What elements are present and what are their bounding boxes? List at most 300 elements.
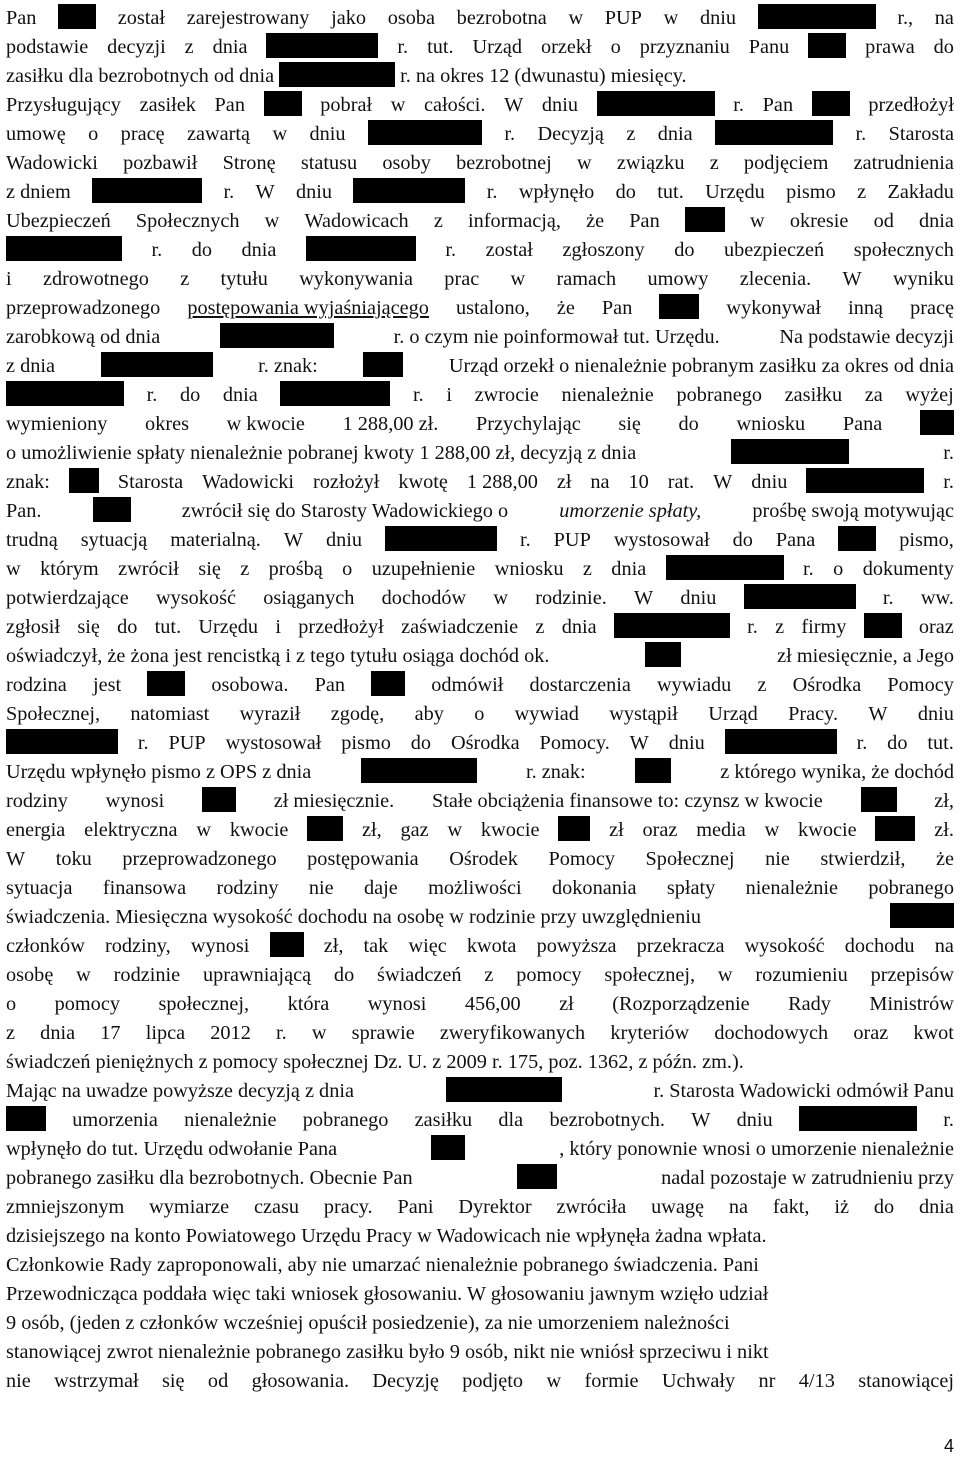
word: umowę — [6, 123, 66, 145]
word: w — [493, 587, 509, 609]
word: wystąpił — [609, 703, 678, 725]
word: Ośrodek — [449, 848, 518, 870]
word: (Rozporządzenie — [612, 993, 750, 1015]
word: wystosował — [225, 732, 322, 754]
word: że — [556, 297, 575, 319]
word: Pomocy. — [539, 732, 610, 754]
word: na — [728, 1196, 749, 1218]
word: gaz — [400, 819, 429, 841]
word: nienależnie — [184, 1109, 277, 1131]
word: dochodu — [844, 935, 915, 957]
word: o — [610, 36, 621, 58]
word: pomocy — [54, 993, 120, 1015]
word: ustalono, — [456, 297, 530, 319]
text-line — [6, 178, 954, 207]
word: zwrócił — [118, 558, 179, 580]
word: r. — [519, 529, 531, 551]
word: do — [615, 181, 636, 203]
text-line — [6, 468, 954, 497]
word: , który ponownie wnosi o umorzenie nienależnie — [559, 1138, 954, 1160]
word: zwrócił się do Starosty Wadowickiego o — [181, 500, 509, 522]
word: zł — [559, 993, 574, 1015]
word: r. — [882, 587, 894, 609]
text-line — [6, 642, 954, 671]
word: i — [446, 384, 453, 406]
word: w — [76, 964, 91, 986]
word: 1 288,00 zł. — [342, 413, 439, 435]
redaction-block — [58, 4, 96, 29]
word: z — [240, 558, 250, 580]
word: dochodów — [381, 587, 467, 609]
word: r. — [803, 558, 814, 580]
redaction-block — [264, 91, 302, 116]
word: osiąganych — [263, 587, 355, 609]
text-line — [6, 1135, 954, 1164]
word: o umożliwienie spłaty nienależnie pobranej kwoty 1 288,00 zł, decyzją z dnia — [6, 442, 637, 464]
word: zarejestrowany — [186, 7, 310, 29]
word: W — [6, 848, 26, 870]
word: w — [764, 819, 780, 841]
word: do — [933, 36, 954, 58]
redaction-block — [385, 526, 497, 551]
word: rodziny — [216, 877, 279, 899]
word: z — [484, 964, 494, 986]
word: jest — [92, 674, 122, 696]
word: z — [775, 616, 785, 638]
word: do — [333, 964, 355, 986]
word: wniosku — [494, 558, 564, 580]
word: z dniem — [6, 181, 71, 203]
word: W — [868, 703, 888, 725]
word: dnia — [40, 1022, 76, 1044]
word: społecznej, — [604, 964, 696, 986]
word: rozłożył — [312, 471, 380, 493]
word: Urząd orzekł o nienależnie pobranym zasiłku za okres od dnia — [448, 355, 954, 377]
word: znak: — [6, 471, 50, 493]
text-line — [6, 1338, 954, 1367]
word: w — [750, 210, 765, 232]
word: możliwości — [428, 877, 522, 899]
text-line — [6, 1019, 954, 1048]
text-line — [6, 265, 954, 294]
word: z — [433, 210, 443, 232]
word: Stronę — [222, 152, 276, 174]
word: głosowania. — [251, 1370, 350, 1392]
word: Ministrów — [869, 993, 954, 1015]
word: Pan — [6, 7, 37, 29]
word: o — [342, 558, 353, 580]
word: Urzędu — [198, 616, 259, 638]
word: wykonywania — [299, 268, 413, 290]
word: Społecznej — [645, 848, 735, 870]
word: okresie — [789, 210, 849, 232]
word: świadczeń pieniężnych z pomocy społecznej Dz. U. z 2009 r. 175, poz. 1362, z późn. zm.). — [6, 1051, 744, 1073]
word: Urzędu wpłynęło pismo z OPS z dnia — [6, 761, 312, 783]
text-line — [6, 758, 954, 787]
word: zawartą — [186, 123, 251, 145]
redaction-block — [758, 4, 876, 29]
word: firmy — [801, 616, 847, 638]
word: więc — [408, 935, 447, 957]
word: Starosta — [888, 123, 954, 145]
redaction-block — [731, 439, 849, 464]
word: przepisów — [870, 964, 954, 986]
word: tut. — [154, 616, 182, 638]
word: r. znak: — [525, 761, 586, 783]
redaction-block — [266, 33, 378, 58]
word: r. — [943, 442, 954, 464]
word: do — [732, 529, 753, 551]
redaction-block — [220, 323, 334, 348]
word: zgłosił — [6, 616, 61, 638]
word: wykonywał — [726, 297, 822, 319]
word: W — [255, 181, 275, 203]
word: wpłynęło — [518, 181, 595, 203]
word: że — [935, 848, 954, 870]
word: dokonania — [552, 877, 637, 899]
word: zatrudnienia — [853, 152, 954, 174]
word: W — [504, 94, 524, 116]
word: kwocie — [798, 819, 857, 841]
redaction-block — [69, 468, 99, 493]
word: Pan — [314, 674, 346, 696]
word: r. — [275, 1022, 287, 1044]
word: przyznaniu — [639, 36, 730, 58]
word: oświadczył, że żona jest rencistką i z tego tytułu osiąga dochód ok. — [6, 645, 550, 667]
word: pracę — [910, 297, 954, 319]
word: z — [535, 616, 545, 638]
redaction-block — [558, 816, 590, 841]
word: osobę — [6, 964, 54, 986]
word: Przysługujący — [6, 94, 121, 116]
text-line — [6, 149, 954, 178]
word: wywiadu — [656, 674, 732, 696]
redaction-block — [270, 932, 304, 957]
word: osoba — [387, 7, 436, 29]
text-line — [6, 381, 954, 410]
word: w — [510, 268, 526, 290]
word: prośbę swoją motywując — [752, 500, 954, 522]
word: z którego wynika, że dochód — [720, 761, 954, 783]
word: wystosował — [613, 529, 710, 551]
redaction-block — [838, 526, 876, 551]
word: Pan — [601, 297, 633, 319]
word: zasiłku dla bezrobotnych od dnia — [6, 65, 275, 87]
word: pobranego zasiłku dla bezrobotnych. Obecnie Pan — [6, 1167, 413, 1189]
word: Pana — [842, 413, 883, 435]
word: Pana — [775, 529, 816, 551]
redaction-block — [645, 642, 681, 667]
word: z — [6, 1022, 16, 1044]
text-line — [6, 1193, 954, 1222]
word: Urząd — [472, 36, 523, 58]
word: r. — [151, 239, 163, 261]
word: nie — [308, 877, 334, 899]
redaction-block — [93, 497, 131, 522]
word: kwocie — [229, 819, 289, 841]
word: sytuacja — [6, 877, 73, 899]
word: iż — [834, 1196, 849, 1218]
redaction-block — [446, 1077, 562, 1102]
word: sytuacją — [80, 529, 148, 551]
word: rodzinie. — [535, 587, 607, 609]
word: energia — [6, 819, 66, 841]
text-line — [6, 1222, 954, 1251]
word: odmówił — [431, 674, 504, 696]
text-line — [6, 961, 954, 990]
word: r. — [223, 181, 235, 203]
word: bezrobotnej — [456, 152, 552, 174]
text-line — [6, 207, 954, 236]
text-line — [6, 294, 954, 323]
redaction-block — [920, 410, 954, 435]
word: prawa — [865, 36, 915, 58]
word: rodziny — [6, 790, 68, 812]
word: orzekł — [540, 36, 592, 58]
word: 2012 — [210, 1022, 251, 1044]
word: 10 — [628, 471, 649, 493]
text-line — [6, 990, 954, 1019]
word: bezrobotna — [456, 7, 547, 29]
redaction-block — [101, 352, 213, 377]
redaction-block — [361, 758, 477, 783]
word: w — [272, 123, 288, 145]
word: Starosta — [117, 471, 184, 493]
word: Ubezpieczeń — [6, 210, 111, 232]
word: dniu — [736, 1109, 773, 1131]
word: kwotę — [398, 471, 448, 493]
word: w — [717, 964, 733, 986]
word: umorzenia — [72, 1109, 158, 1131]
word: toku — [55, 848, 92, 870]
word: do — [191, 239, 212, 261]
redaction-block — [92, 178, 202, 203]
word: spłaty — [666, 877, 716, 899]
word: finansowa — [102, 877, 187, 899]
word: kwocie — [480, 819, 540, 841]
word: się — [162, 1370, 185, 1392]
word: Uchwały — [661, 1370, 736, 1392]
redaction-block — [147, 671, 185, 696]
word: nienależnie — [745, 877, 838, 899]
text-line — [6, 903, 954, 932]
word: zasiłek — [139, 94, 196, 116]
word: że — [586, 210, 605, 232]
word: pobrał — [320, 94, 373, 116]
word: zarobkową od dnia — [6, 326, 161, 348]
word: się — [198, 558, 221, 580]
word: dniu — [325, 529, 363, 551]
word: r., — [897, 7, 914, 29]
word: zł, — [323, 935, 344, 957]
word: w kwocie — [226, 413, 305, 435]
redaction-block — [861, 787, 897, 812]
word: nie — [6, 1370, 31, 1392]
word: Urzędu — [705, 181, 765, 203]
word: zgłoszony — [562, 239, 645, 261]
word: wyżej — [905, 384, 954, 406]
word: Pan — [629, 210, 660, 232]
word: oraz — [642, 819, 678, 841]
word: Mając na uwadze powyższe decyzją z dnia — [6, 1080, 354, 1102]
word: W — [691, 1109, 711, 1131]
word: i — [275, 616, 281, 638]
word: na — [590, 471, 610, 493]
word: elektryczna — [84, 819, 178, 841]
word: na — [934, 7, 954, 29]
word: PUP — [553, 529, 591, 551]
word: do — [117, 616, 138, 638]
word: przeprowadzonego — [6, 297, 161, 319]
word: prac — [444, 268, 480, 290]
text-line — [6, 671, 954, 700]
text-line — [6, 613, 954, 642]
word: dnia — [222, 384, 258, 406]
word: r. — [733, 94, 744, 116]
word: związku — [616, 152, 685, 174]
text-line — [6, 1164, 954, 1193]
word: czasu — [253, 1196, 299, 1218]
word: statusu — [300, 152, 358, 174]
text-line — [6, 1280, 954, 1309]
word: r. — [397, 36, 409, 58]
word: Wadowicki — [202, 471, 294, 493]
word: z — [180, 268, 190, 290]
word: wysokość — [744, 935, 825, 957]
word: uwagę — [651, 1196, 705, 1218]
word: którym — [40, 558, 99, 580]
text-line — [6, 1048, 954, 1077]
word: Społecznej, — [6, 703, 101, 725]
word: dokumenty — [862, 558, 954, 580]
word: o — [88, 123, 99, 145]
word: przeprowadzonego — [122, 848, 277, 870]
redaction-block — [614, 613, 730, 638]
word: kwot — [913, 1022, 954, 1044]
word: do — [179, 384, 201, 406]
word: 17 — [100, 1022, 121, 1044]
word: pismo — [341, 732, 391, 754]
word: stanowiącej zwrot nienależnie pobranego zasiłku było 9 osób, nikt nie wniósł sprzeciwu i nikt — [6, 1341, 769, 1363]
word: uprawniającą — [202, 964, 312, 986]
word: w — [663, 7, 679, 29]
word: okres — [145, 413, 189, 435]
text-line — [6, 816, 954, 845]
word: społecznej, — [158, 993, 250, 1015]
text-line — [6, 584, 954, 613]
text-line — [6, 1367, 954, 1396]
word: dniu — [680, 587, 717, 609]
word: 4/13 — [798, 1370, 835, 1392]
redaction-block — [363, 352, 403, 377]
word: z dnia — [6, 355, 55, 377]
word: postępowania — [307, 848, 419, 870]
word: W — [629, 732, 649, 754]
redaction-block — [353, 178, 465, 203]
word: pozbawił — [123, 152, 198, 174]
word: Przewodnicząca poddała więc taki wniosek głosowaniu. W głosowaniu jawnym wzięło udział — [6, 1283, 769, 1305]
redaction-block — [806, 468, 924, 493]
word: za — [864, 384, 883, 406]
redaction-block — [635, 758, 671, 783]
text-line — [6, 1251, 954, 1280]
redaction-block — [875, 816, 915, 841]
word: do — [873, 1196, 895, 1218]
word: przedłożył — [298, 616, 384, 638]
word: tut. — [927, 732, 954, 754]
text-line — [6, 4, 954, 33]
word: inną — [848, 297, 884, 319]
word: Ośrodka — [792, 674, 862, 696]
word: 456,00 — [464, 993, 521, 1015]
redaction-block — [799, 1106, 917, 1131]
redaction-block — [597, 91, 715, 116]
word: dochodowych — [714, 1022, 829, 1044]
word: r. o czym nie poinformował tut. Urzędu. — [393, 326, 720, 348]
word: prośbą — [268, 558, 323, 580]
word: świadczenia. Miesięczna wysokość dochodu na osobę w rodzinie przy uwzględnieniu — [6, 906, 701, 928]
word: wymiarze — [149, 1196, 230, 1218]
text-line — [6, 439, 954, 468]
word: Dyrektor — [458, 1196, 532, 1218]
word: zweryfikowanych — [439, 1022, 586, 1044]
word: rozumieniu — [755, 964, 848, 986]
word: pracy. — [323, 1196, 373, 1218]
word: osoby — [382, 152, 431, 174]
word: zgodę, — [330, 703, 385, 725]
word: zł miesięcznie, a Jego — [777, 645, 954, 667]
word: społecznych — [853, 239, 954, 261]
redaction-block — [6, 1106, 46, 1131]
word: o — [833, 558, 844, 580]
word: dnia — [561, 616, 597, 638]
word: z — [857, 181, 867, 203]
word: umowy — [647, 268, 709, 290]
word: z — [184, 36, 194, 58]
word: w — [264, 210, 280, 232]
word: w — [447, 819, 463, 841]
text-line — [6, 526, 954, 555]
redaction-block — [431, 1135, 465, 1160]
word: kwota — [466, 935, 517, 957]
word: oraz — [918, 616, 954, 638]
word: natomiast — [130, 703, 210, 725]
text-line — [6, 352, 954, 381]
word: W — [634, 587, 654, 609]
redaction-block — [368, 120, 482, 145]
text-line — [6, 62, 954, 91]
redaction-block — [890, 903, 954, 928]
word: zwróciła — [556, 1196, 627, 1218]
word: informacją, — [468, 210, 561, 232]
word: media — [696, 819, 746, 841]
word: dnia — [657, 123, 693, 145]
word: tut. — [657, 181, 684, 203]
word: stwierdził, — [820, 848, 906, 870]
word: Wadowicach — [304, 210, 409, 232]
word: całości. — [424, 94, 486, 116]
word: został — [485, 239, 533, 261]
redaction-block — [812, 91, 850, 116]
word: która — [287, 993, 330, 1015]
word: r. — [146, 384, 158, 406]
text-line — [6, 120, 954, 149]
text-line — [6, 33, 954, 62]
word: zdrowotnego — [42, 268, 149, 290]
text-line — [6, 729, 954, 758]
word: nr — [758, 1370, 776, 1392]
word: wpłynęło do tut. Urzędu odwołanie Pana — [6, 1138, 338, 1160]
